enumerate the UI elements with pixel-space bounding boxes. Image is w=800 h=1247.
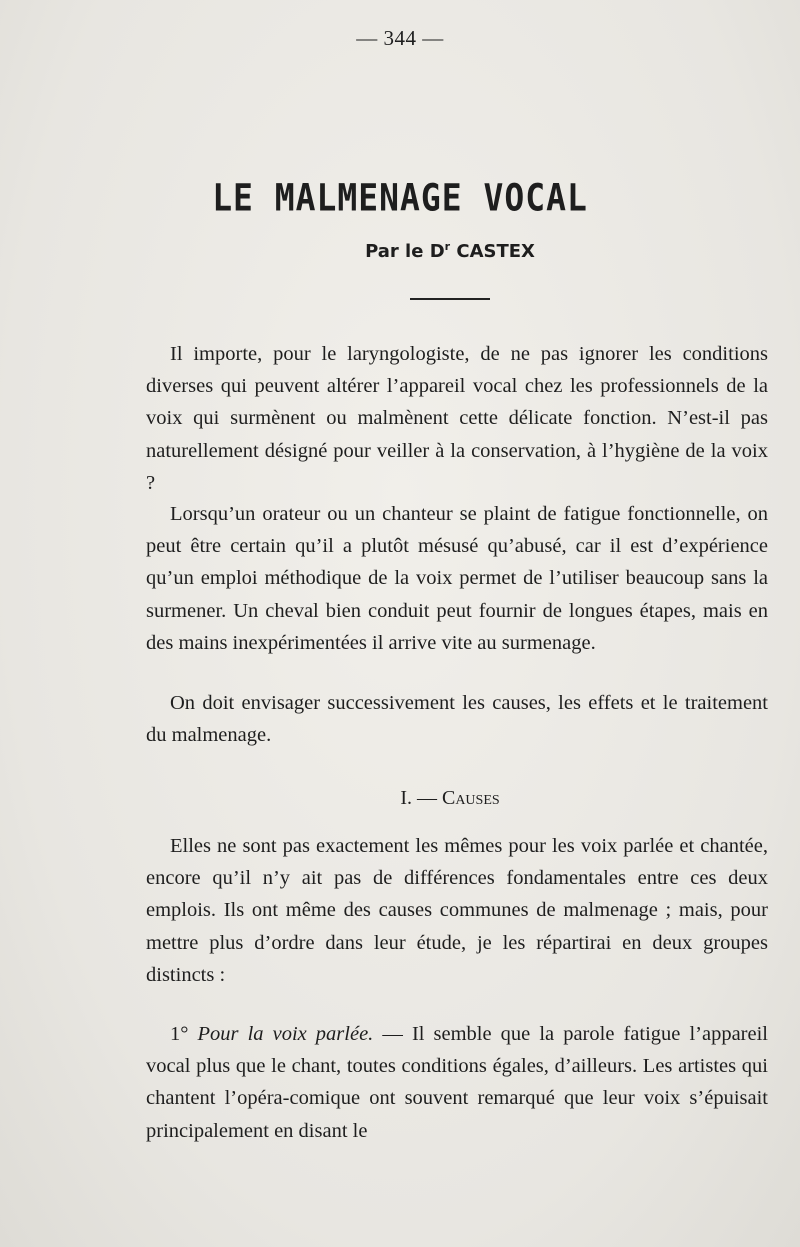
section-heading-causes [0,787,800,810]
item-heading: Pour la voix parlée. [197,1023,374,1045]
paragraph-intro: Il importe, pour le laryngologiste, de ne pas ignorer les conditions diverses qui peuvent altérer l’appareil vocal chez les professionnels de la voix qui surmènent ou malmènent cette délicate fonction. N’est-il pas naturellement désigné pour veiller à la conservation, à l’hygiène de la voix ? [146,343,768,494]
section-number: I. — [400,787,442,809]
item-text: — Il semble que la parole fatigue l’appareil vocal plus que le chant, toutes conditions égales, d’ailleurs. Les artistes qui chantent l’opéra-comique ont souvent remarqué que leur voix s’épuisait principalement en disant le [146,1023,768,1142]
section-name: Causes [441,787,500,809]
title-separator-rule [410,298,490,300]
page-number: — 344 — [356,26,444,50]
article-title: LE MALMENAGE VOCAL [212,175,588,220]
author-byline [0,240,800,262]
paragraph-voix-parlee [146,1018,768,1147]
byline-title-sup: r [444,240,451,253]
paragraph-fatigue: Lorsqu’un orateur ou un chanteur se plaint de fatigue fonctionnelle, on peut être certain qu’il a plutôt mésusé qu’abusé, car il est d’expérience qu’un emploi méthodique de la voix permet de l’utiliser beaucoup sans la surmener. Un cheval bien conduit peut fournir de longues étapes, mais en des mains inexpérimentées il arrive vite au surmenage. [146,503,768,654]
byline-author: CASTEX [450,241,535,262]
byline-prefix: Par le D [365,241,445,262]
paragraph-plan: On doit envisager successivement les causes, les effets et le traitement du malmenage. [146,692,768,747]
item-number: 1° [170,1023,198,1045]
paragraph-causes: Elles ne sont pas exactement les mêmes pour les voix parlée et chantée, encore qu’il n’y ait pas de différences fondamentales entre ces deux emplois. Ils ont même des causes communes de malmenage ; mais, pour mettre plus d’ordre dans leur étude, je les répartirai en deux groupes distincts : [146,835,768,986]
